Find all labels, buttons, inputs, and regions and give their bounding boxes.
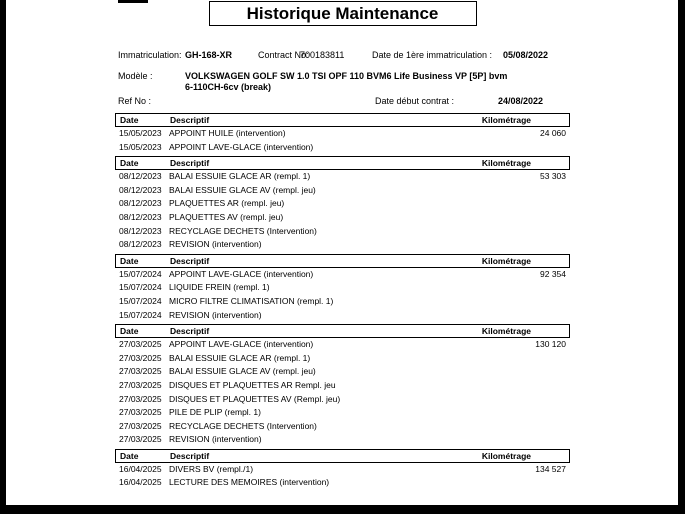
row-date: 08/12/2023 [119,184,162,195]
row-kilometrage [440,420,570,434]
table-row [115,127,570,141]
table-row [115,352,570,366]
row-kilometrage: 130 120 [535,339,566,350]
column-header-kilometrage: Kilométrage [481,326,531,337]
column-header-descriptif: Descriptif [170,326,210,337]
column-header-kilometrage: Kilométrage [481,158,531,169]
row-kilometrage [440,406,570,420]
row-descriptif: LECTURE DES MEMOIRES (intervention) [169,477,330,488]
row-descriptif: BALAI ESSUIE GLACE AV (rempl. jeu) [169,184,316,195]
maintenance-section [115,254,570,322]
row-date: 16/04/2025 [119,463,162,474]
row-descriptif: APPOINT LAVE-GLACE (intervention) [169,141,314,152]
row-date: 15/07/2024 [119,309,162,320]
table-row [115,393,570,407]
row-descriptif: PLAQUETTES AR (rempl. jeu) [169,198,285,209]
row-date: 15/07/2024 [119,282,162,293]
row-descriptif: PLAQUETTES AV (rempl. jeu) [169,211,284,222]
row-descriptif: BALAI ESSUIE GLACE AR (rempl. 1) [169,171,311,182]
column-header-descriptif: Descriptif [170,115,210,125]
row-descriptif: DISQUES ET PLAQUETTES AR Rempl. jeu [169,379,336,390]
ref-number-label: Ref No : [118,96,152,106]
row-date: 27/03/2025 [119,393,162,404]
first-registration-label: Date de 1ère immatriculation : [372,50,493,60]
row-descriptif: DIVERS BV (rempl./1) [169,463,254,474]
row-descriptif: APPOINT HUILE (intervention) [169,128,286,138]
contract-start-value: 24/08/2022 [498,96,544,106]
column-header-descriptif: Descriptif [170,255,210,266]
immatriculation-value: GH-168-XR [185,50,233,60]
table-row [115,295,570,309]
table-header-row [115,324,570,338]
contract-number-label: Contract No: [258,50,309,60]
row-kilometrage [440,281,570,295]
row-kilometrage [440,141,570,155]
row-kilometrage: 134 527 [535,463,566,474]
row-descriptif: LIQUIDE FREIN (rempl. 1) [169,282,270,293]
column-header-date: Date [120,326,139,337]
row-kilometrage [440,433,570,447]
table-row [115,225,570,239]
row-descriptif: MICRO FILTRE CLIMATISATION (rempl. 1) [169,295,334,306]
table-header-row [115,449,570,463]
row-descriptif: APPOINT LAVE-GLACE (intervention) [169,339,314,350]
row-kilometrage: 53 303 [540,171,566,182]
row-kilometrage [440,476,570,490]
table-row [115,184,570,198]
table-row [115,463,570,477]
row-date: 08/12/2023 [119,239,162,250]
column-header-kilometrage: Kilométrage [481,115,531,125]
first-registration-value: 05/08/2022 [503,50,549,60]
row-date: 27/03/2025 [119,366,162,377]
row-descriptif: RECYCLAGE DECHETS (Intervention) [169,420,317,431]
document-content [115,0,570,490]
row-kilometrage: 92 354 [540,268,566,279]
maintenance-section [115,324,570,447]
model-label: Modèle : [118,71,153,81]
column-header-date: Date [120,115,139,125]
model-value [185,71,565,92]
row-kilometrage [440,295,570,309]
contract-start-label: Date début contrat : [375,96,455,106]
row-kilometrage [440,379,570,393]
model-value-line2: 6-110CH-6cv (break) [185,81,272,92]
page-edge-top-dash [118,0,148,3]
row-descriptif: BALAI ESSUIE GLACE AR (rempl. 1) [169,352,311,363]
row-date: 27/03/2025 [119,379,162,390]
page-edge-right [678,0,685,514]
row-date: 08/12/2023 [119,211,162,222]
table-row [115,406,570,420]
row-descriptif: DISQUES ET PLAQUETTES AV (Rempl. jeu) [169,393,341,404]
maintenance-history-table [115,113,570,490]
row-kilometrage [440,238,570,252]
table-row [115,365,570,379]
row-descriptif: BALAI ESSUIE GLACE AV (rempl. jeu) [169,366,316,377]
table-row [115,268,570,282]
row-kilometrage: 24 060 [540,128,566,138]
table-row [115,141,570,155]
column-header-date: Date [120,158,139,169]
table-row [115,170,570,184]
row-date: 16/04/2025 [119,477,162,488]
row-descriptif: PILE DE PLIP (rempl. 1) [169,407,261,418]
row-date: 27/03/2025 [119,420,162,431]
row-kilometrage [440,184,570,198]
column-header-descriptif: Descriptif [170,158,210,169]
row-date: 27/03/2025 [119,339,162,350]
maintenance-section [115,449,570,490]
table-row [115,433,570,447]
column-header-kilometrage: Kilométrage [481,450,531,461]
table-row [115,281,570,295]
page-edge-bottom [0,505,685,514]
table-row [115,338,570,352]
column-header-date: Date [120,255,139,266]
row-descriptif: REVISION (intervention) [169,239,262,250]
row-kilometrage [440,225,570,239]
model-value-line1: VOLKSWAGEN GOLF SW 1.0 TSI OPF 110 BVM6 Life Business VP [5P] bvm [185,71,508,81]
row-date: 08/12/2023 [119,171,162,182]
meta-row-model [115,71,570,92]
table-row [115,476,570,490]
table-row [115,420,570,434]
row-descriptif: REVISION (intervention) [169,309,262,320]
row-descriptif: REVISION (intervention) [169,434,262,445]
table-row [115,211,570,225]
row-date: 15/05/2023 [119,141,162,152]
contract-number-value: 700183811 [300,50,345,60]
table-header-row [115,113,570,127]
row-descriptif: RECYCLAGE DECHETS (Intervention) [169,225,317,236]
row-kilometrage [440,365,570,379]
row-date: 08/12/2023 [119,198,162,209]
row-date: 15/07/2024 [119,268,162,279]
immatriculation-label: Immatriculation: [118,50,182,60]
table-header-row [115,254,570,268]
table-header-row [115,156,570,170]
meta-row-registration [115,50,570,62]
column-header-date: Date [120,450,139,461]
row-kilometrage [440,352,570,366]
row-date: 08/12/2023 [119,225,162,236]
column-header-descriptif: Descriptif [170,450,210,461]
row-date: 15/05/2023 [119,128,162,138]
row-kilometrage [440,211,570,225]
table-row [115,379,570,393]
row-date: 15/07/2024 [119,295,162,306]
column-header-kilometrage: Kilométrage [481,255,531,266]
row-kilometrage [440,393,570,407]
maintenance-section [115,156,570,252]
row-kilometrage [440,197,570,211]
row-date: 27/03/2025 [119,352,162,363]
row-descriptif: APPOINT LAVE-GLACE (intervention) [169,268,314,279]
page-title: Historique Maintenance [246,4,439,23]
table-row [115,238,570,252]
row-date: 27/03/2025 [119,434,162,445]
row-kilometrage [440,309,570,323]
meta-row-contract-start [115,96,570,108]
maintenance-section [115,113,570,154]
page-edge-left [0,0,6,514]
row-date: 27/03/2025 [119,407,162,418]
table-row [115,309,570,323]
table-row [115,197,570,211]
